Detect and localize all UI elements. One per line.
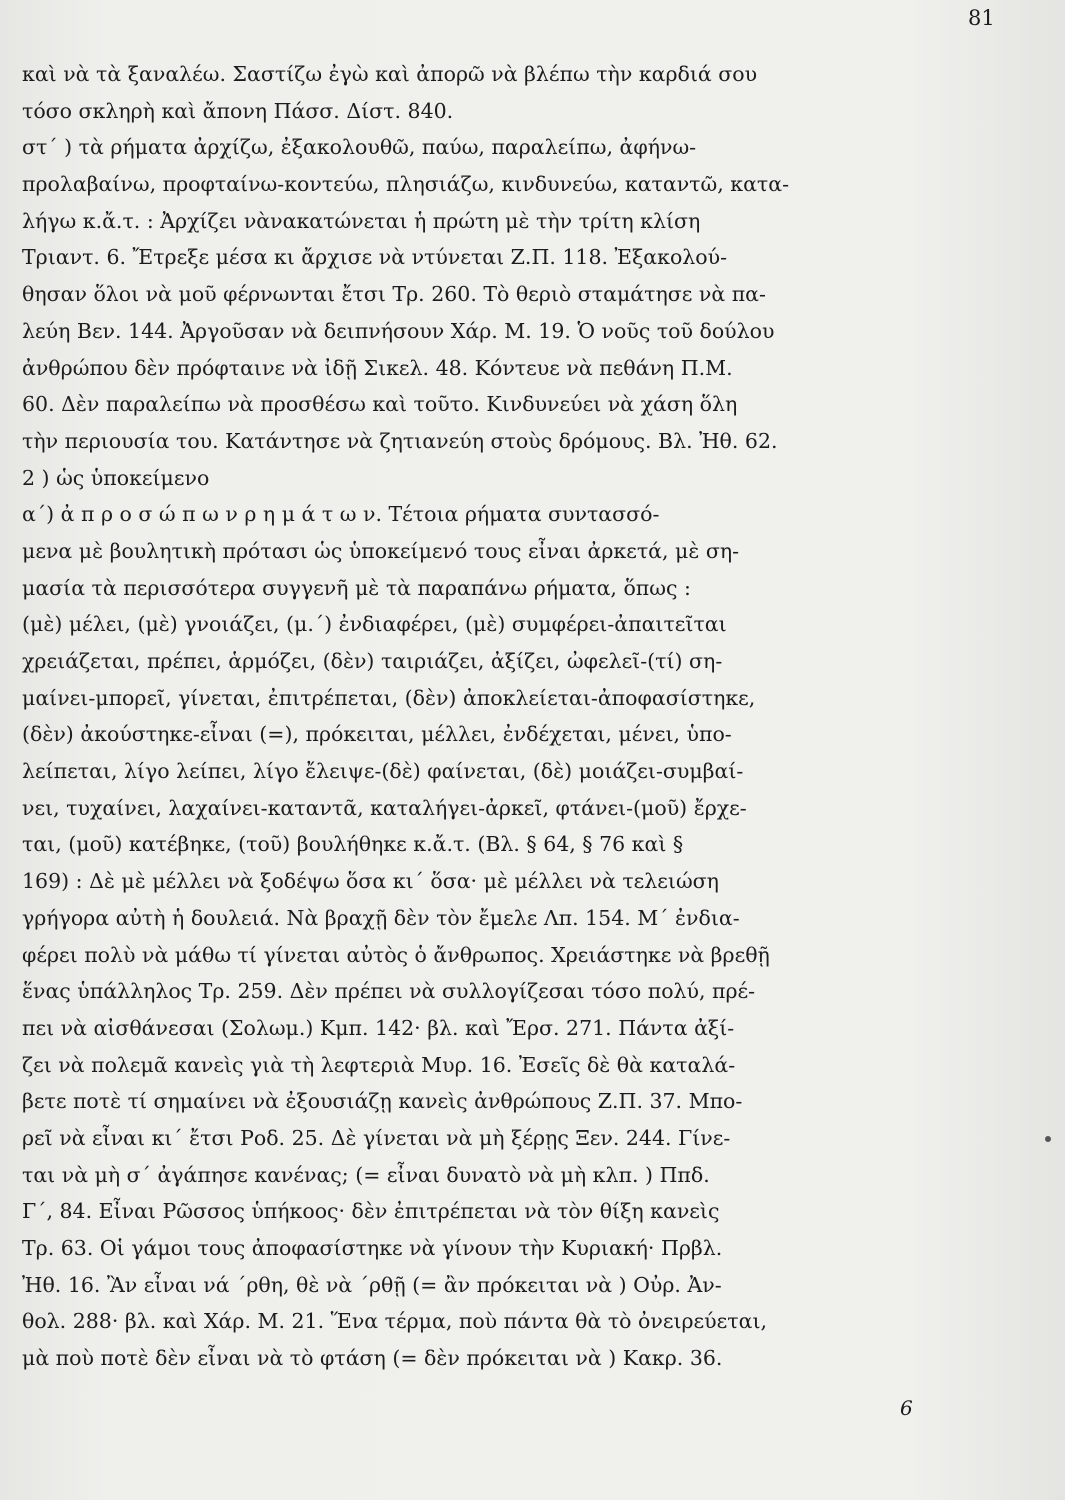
text-line: λήγω κ.ἄ.τ. : Ἀρχίζει νὰνακατώνεται ἡ πρώτη μὲ τὴν τρίτη κλίση [22,208,701,233]
text-line: ται, (μοῦ) κατέβηκε, (τοῦ) βουλήθηκε κ.ἄ.τ. (Βλ. § 64, § 76 καὶ § [22,832,684,857]
text-line: 60. Δὲν παραλείπω νὰ προσθέσω καὶ τοῦτο. Κινδυνεύει νὰ χάση ὅλη [22,392,738,417]
text-line: χρειάζεται, πρέπει, ἁρμόζει, (δὲν) ταιριάζει, ἀξίζει, ὠφελεῖ-(τί) ση- [22,649,723,673]
text-line: α΄) ἀ π ρ ο σ ώ π ω ν ρ η μ ά τ ω ν. Τέτοια ρήματα συντασσό- [22,502,660,527]
text-line: λείπεται, λίγο λείπει, λίγο ἔλειψε-(δὲ) φαίνεται, (δὲ) μοιάζει-συμβαί- [22,759,744,784]
text-line: ρεῖ νὰ εἶναι κι΄ ἔτσι Ροδ. 25. Δὲ γίνεται νὰ μὴ ξέρῃς Ξεν. 244. Γίνε- [22,1125,731,1150]
text-line: φέρει πολὺ νὰ μάθω τί γίνεται αὐτὸς ὁ ἄνθρωπος. Χρειάστηκε νὰ βρεθῇ [22,942,770,967]
text-line: προλαβαίνω, προφταίνω-κοντεύω, πλησιάζω, κινδυνεύω, καταντῶ, κατα- [22,172,790,197]
text-line: μασία τὰ περισσότερα συγγενῆ μὲ τὰ παραπάνω ρήματα, ὅπως : [22,575,691,600]
text-line: μαίνει-μπορεῖ, γίνεται, ἐπιτρέπεται, (δὲν) ἀποκλείεται-ἀποφασίστηκε, [22,685,756,710]
text-line: στ΄ ) τὰ ρήματα ἀρχίζω, ἐξακολουθῶ, παύω, παραλείπω, ἀφήνω- [22,135,697,160]
text-line: μὰ ποὺ ποτὲ δὲν εἶναι νὰ τὸ φτάση (= δὲν πρόκειται νὰ ) Κακρ. 36. [22,1346,723,1371]
text-line: Τριαντ. 6. Ἔτρεξε μέσα κι ἄρχισε νὰ ντύνεται Ζ.Π. 118. Ἐξακολού- [22,245,728,270]
text-line: βετε ποτὲ τί σημαίνει νὰ ἐξουσιάζῃ κανεὶς ἀνθρώπους Ζ.Π. 37. Μπο- [22,1089,743,1114]
text-line: ται νὰ μὴ σ΄ ἀγάπησε κανένας; (= εἶναι δυνατὸ νὰ μὴ κλπ. ) Ππδ. [22,1162,710,1187]
text-line: (δὲν) ἀκούστηκε-εἶναι (=), πρόκειται, μέλλει, ἐνδέχεται, μένει, ὑπο- [22,722,732,747]
text-line: θολ. 288· βλ. καὶ Χάρ. Μ. 21. Ἕνα τέρμα, ποὺ πάντα θὰ τὸ ὀνειρεύεται, [22,1309,767,1334]
text-line: ἕνας ὑπάλληλος Τρ. 259. Δὲν πρέπει νὰ συλλογίζεσαι τόσο πολύ, πρέ- [22,979,756,1004]
text-line: ἀνθρώπου δὲν πρόφταινε νὰ ἰδῇ Σικελ. 48. Κόντευε νὰ πεθάνη Π.Μ. [22,355,733,380]
text-line: Γ΄, 84. Εἶναι Ρῶσσος ὑπήκοος· δὲν ἐπιτρέπεται νὰ τὸν θίξη κανεὶς [22,1199,720,1224]
text-line: ζει νὰ πολεμᾶ κανεὶς γιὰ τὴ λεφτεριὰ Μυρ. 16. Ἐσεῖς δὲ θὰ καταλά- [22,1052,736,1077]
text-line: 169) : Δὲ μὲ μέλλει νὰ ξοδέψω ὅσα κι΄ ὅσα· μὲ μέλλει νὰ τελειώση [22,869,719,894]
page-number: 81 [968,6,995,30]
text-line: πει νὰ αἰσθάνεσαι (Σολωμ.) Κμπ. 142· βλ. καὶ Ἔρσ. 271. Πάντα ἀξί- [22,1015,735,1040]
signature-mark: 6 [900,1396,913,1420]
text-line: γρήγορα αὐτὴ ἡ δουλειά. Νὰ βραχῇ δὲν τὸν ἔμελε Λπ. 154. Μ΄ ἐνδια- [22,905,740,930]
text-line: Ἠθ. 16. Ἂν εἶναι νά ΄ρθη, θὲ νὰ ΄ρθῇ (= ἂν πρόκειται νὰ ) Οὐρ. Ἀν- [22,1272,722,1297]
text-line: τὴν περιουσία του. Κατάντησε νὰ ζητιανεύη στοὺς δρόμους. Βλ. Ἠθ. 62. [22,428,778,453]
text-line: 2 ) ὡς ὑποκείμενο [22,465,210,490]
text-line: (μὲ) μέλει, (μὲ) γνοιάζει, (μ.΄) ἐνδιαφέρει, (μὲ) συμφέρει-ἀπαιτεῖται [22,612,727,637]
text-line: νει, τυχαίνει, λαχαίνει-καταντᾶ, καταλήγει-ἀρκεῖ, φτάνει-(μοῦ) ἔρχε- [22,795,747,820]
text-line: τόσο σκληρὴ καὶ ἄπονη Πάσσ. Δίστ. 840. [22,98,454,123]
text-line: Τρ. 63. Οἱ γάμοι τους ἀποφασίστηκε νὰ γίνουν τὴν Κυριακή· Πρβλ. [22,1236,723,1260]
text-line: μενα μὲ βουλητικὴ πρότασι ὡς ὑποκείμενό τους εἶναι ἀρκετά, μὲ ση- [22,538,740,563]
text-line: θησαν ὅλοι νὰ μοῦ φέρνωνται ἔτσι Τρ. 260. Τὸ θεριὸ σταμάτησε νὰ πα- [22,282,766,307]
text-line: λεύη Βεν. 144. Ἀργοῦσαν νὰ δειπνήσουν Χάρ. Μ. 19. Ὁ νοῦς τοῦ δούλου [22,318,775,343]
body-text [22,56,1022,1377]
text-line: καὶ νὰ τὰ ξαναλέω. Σαστίζω ἐγὼ καὶ ἀπορῶ νὰ βλέπω τὴν καρδιά σου [22,62,758,86]
ink-dot [1045,1136,1051,1142]
